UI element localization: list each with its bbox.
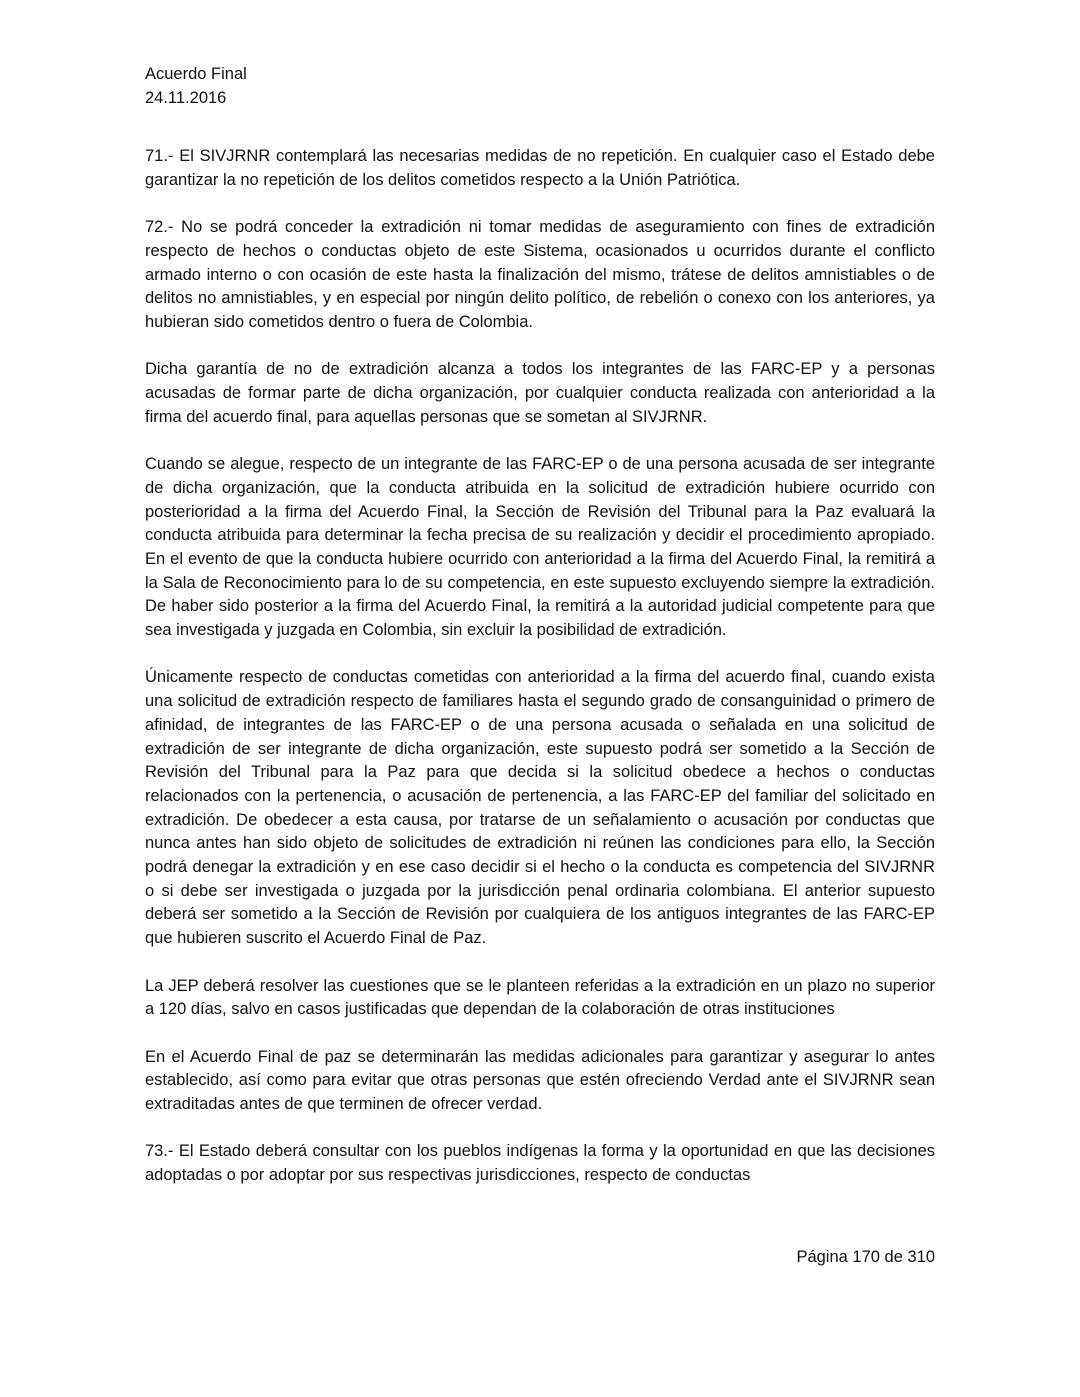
- paragraph-family-extradition: Únicamente respecto de conductas cometidas con anterioridad a la firma del acuerdo final, cuando exista una solicitud de extradición respecto de familiares hasta el segundo grado de consanguinidad o primero de afinidad, de integrantes de las FARC-EP o de una persona acusada o señalada en una solicitud de extradición de ser integrante de dicha organización, este supuesto podrá ser sometido a la Sección de Revisión del Tribunal para la Paz para que decida si la solicitud obedece a hechos o conductas relacionados con la pertenencia, o acusación de pertenencia, a las FARC-EP del familiar del solicitado en extradición. De obedecer a esta causa, por tratarse de un señalamiento o acusación por conductas que nunca antes han sido objeto de solicitudes de extradición ni reúnen las condiciones para ello, la Sección podrá denegar la extradición y en ese caso decidir si el hecho o la conducta es competencia del SIVJRNR o si debe ser investigada o juzgada por la jurisdicción penal ordinaria colombiana. El anterior supuesto deberá ser sometido a la Sección de Revisión por cualquiera de los antiguos integrantes de las FARC-EP que hubieren suscrito el Acuerdo Final de Paz.: [145, 668, 935, 948]
- document-title: Acuerdo Final: [145, 65, 247, 83]
- page-header: [145, 62, 247, 110]
- paragraph-additional-measures: En el Acuerdo Final de paz se determinarán las medidas adicionales para garantizar y asegurar lo antes establecido, así como para evitar que otras personas que estén ofreciendo Verdad ante el SIVJRNR sean extraditadas antes de que terminen de ofrecer verdad.: [145, 1047, 935, 1114]
- paragraph-73: 73.- El Estado deberá consultar con los pueblos indígenas la forma y la oportunidad en que las decisiones adoptadas o por adoptar por sus respectivas jurisdicciones, respecto de conductas: [145, 1142, 935, 1185]
- paragraph-72: 72.- No se podrá conceder la extradición ni tomar medidas de aseguramiento con fines de extradición respecto de hechos o conductas objeto de este Sistema, ocasionados u ocurridos durante el conflicto armado interno o con ocasión de este hasta la finalización del mismo, trátese de delitos amnistiables o de delitos no amnistiables, y en especial por ningún delito político, de rebelión o conexo con los anteriores, ya hubieran sido cometidos dentro o fuera de Colombia.: [145, 218, 935, 331]
- paragraph-extradition-guarantee: Dicha garantía de no de extradición alcanza a todos los integrantes de las FARC-EP y a personas acusadas de formar parte de dicha organización, por cualquier conducta realizada con anterioridad a la firma del acuerdo final, para aquellas personas que se sometan al SIVJRNR.: [145, 360, 935, 426]
- paragraph-71: 71.- El SIVJRNR contemplará las necesarias medidas de no repetición. En cualquier caso el Estado debe garantizar la no repetición de los delitos cometidos respecto a la Unión Patriótica.: [145, 147, 935, 189]
- paragraph-jep-deadline: La JEP deberá resolver las cuestiones que se le planteen referidas a la extradición en un plazo no superior a 120 días, salvo en casos justificadas que dependan de la colaboración de otras instituciones: [145, 976, 935, 1019]
- document-date: 24.11.2016: [145, 89, 227, 107]
- page-number: Página 170 de 310: [796, 1248, 935, 1266]
- paragraph-alleged-conduct: Cuando se alegue, respecto de un integrante de las FARC-EP o de una persona acusada de ser integrante de dicha organización, que la conducta atribuida en la solicitud de extradición hubiere ocurrido con posterioridad a la firma del Acuerdo Final, la Sección de Revisión del Tribunal para la Paz evaluará la conducta atribuida para determinar la fecha precisa de su realización y decidir el procedimiento apropiado. En el evento de que la conducta hubiere ocurrido con anterioridad a la firma del Acuerdo Final, la remitirá a la Sala de Reconocimiento para lo de su competencia, en este supuesto excluyendo siempre la extradición. De haber sido posterior a la firma del Acuerdo Final, la remitirá a la autoridad judicial competente para que sea investigada y juzgada en Colombia, sin excluir la posibilidad de extradición.: [145, 455, 935, 640]
- document-body: [145, 145, 935, 1188]
